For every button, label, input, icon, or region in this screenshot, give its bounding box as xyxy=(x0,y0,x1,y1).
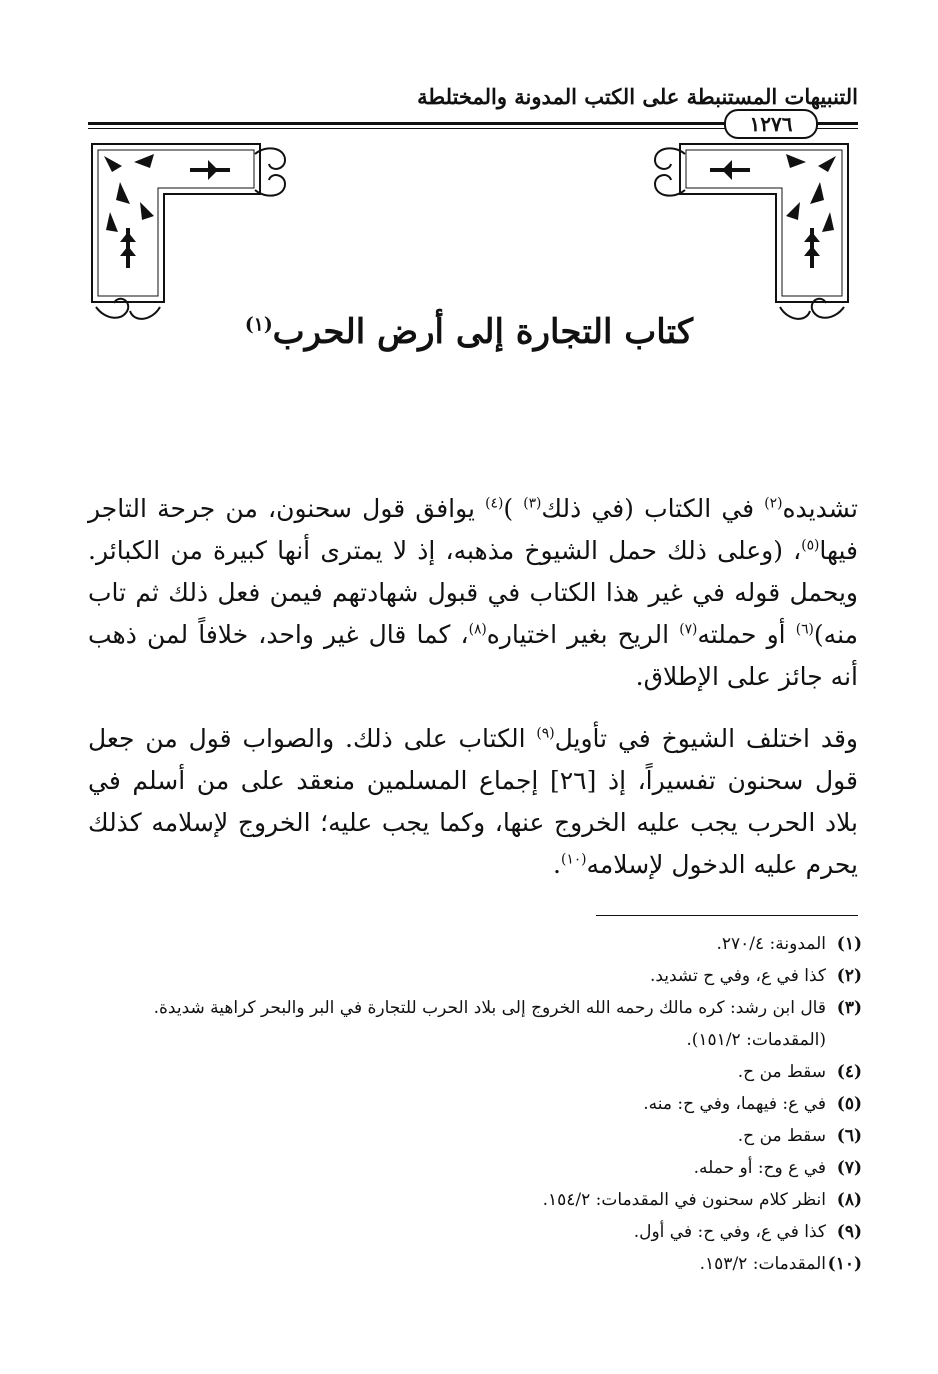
text-run: ، (وعلى ذلك حمل الشيوخ مذهبه، إذ لا يمترى أنها كبيرة من الكبائر. ويحمل قوله في غير هذا الكتاب في قبول شهادتهم فيمن فعل ذلك ثم تاب منه) xyxy=(88,536,858,649)
footnote-text: قال ابن رشد: كره مالك رحمه الله الخروج إلى بلاد الحرب للتجارة في البر والبحر كراهية شديدة. (المقدمات: ١٥١/٢). xyxy=(153,998,826,1050)
text-run: وقد اختلف الشيوخ في تأويل xyxy=(554,724,858,753)
footnote-number: (٣) xyxy=(836,998,862,1018)
text-run: أو حملته xyxy=(697,620,796,649)
footnote-text: كذا في ع، وفي ح تشديد. xyxy=(649,966,826,986)
text-run: ، كما قال غير واحد، خلافاً لمن ذهب أنه جائز على الإطلاق. xyxy=(88,620,858,691)
chapter-title xyxy=(190,308,748,356)
footnote-text: انظر كلام سحنون في المقدمات: ١٥٤/٢. xyxy=(542,1190,826,1210)
footnote-ref: (٥) xyxy=(801,537,820,554)
footnote-ref: (١٠) xyxy=(560,851,587,868)
footnote-item xyxy=(88,1056,862,1088)
footnote-number: (٩) xyxy=(836,1222,862,1242)
footnote-text: سقط من ح. xyxy=(737,1062,826,1082)
footnote-item xyxy=(88,1120,862,1152)
footnotes xyxy=(88,928,862,1280)
footnote-number: (٤) xyxy=(836,1062,862,1082)
text-run: ) xyxy=(503,494,524,523)
footnote-item xyxy=(88,1088,862,1120)
body-text xyxy=(88,488,858,906)
footnote-text: كذا في ع، وفي ح: في أول. xyxy=(633,1222,826,1242)
chapter-title-text: كتاب التجارة إلى أرض الحرب xyxy=(272,312,694,352)
footnote-number: (١) xyxy=(836,934,862,954)
footnote-ref: (٦) xyxy=(795,621,814,638)
text-run: في الكتاب (في ذلك xyxy=(541,494,765,523)
footnote-ref: (٩) xyxy=(536,725,555,742)
footnote-number: (٦) xyxy=(836,1126,862,1146)
footnote-text: في ع وح: أو حمله. xyxy=(693,1158,826,1178)
footnote-item xyxy=(88,928,862,960)
footnote-item xyxy=(88,1152,862,1184)
footnote-text: سقط من ح. xyxy=(737,1126,826,1146)
chapter-title-footnote-ref: (١) xyxy=(244,313,273,336)
footnote-ref: (٧) xyxy=(679,621,698,638)
text-run: الريح بغير اختياره xyxy=(486,620,680,649)
text-run: . xyxy=(553,850,561,879)
footnote-text: المقدمات: ١٥٣/٢. xyxy=(699,1254,826,1274)
footnote-number: (١٠) xyxy=(827,1254,862,1274)
text-run: يوافق قول سحنون، من جرحة التاجر فيها xyxy=(88,494,858,565)
footnote-text: في ع: فيهما، وفي ح: منه. xyxy=(643,1094,826,1114)
footnote-ref: (٢) xyxy=(764,495,783,512)
footnote-number: (٧) xyxy=(836,1158,862,1178)
footnote-number: (٥) xyxy=(836,1094,862,1114)
footnote-number: (٨) xyxy=(836,1190,862,1210)
text-run: تشديده xyxy=(782,494,858,523)
footnote-item xyxy=(88,992,862,1056)
footnote-separator xyxy=(596,915,858,916)
footnote-item xyxy=(88,1216,862,1248)
footnote-text: المدونة: ٢٧٠/٤. xyxy=(716,934,826,954)
footnote-ref: (٣) xyxy=(523,495,542,512)
text-run: الكتاب على ذلك. والصواب قول من جعل قول سحنون تفسيراً، إذ [٢٦] إجماع المسلمين منعقد على من أسلم في بلاد الحرب يجب عليه الخروج عنها، وكما يجب عليه؛ الخروج لإسلامه كذلك يحرم عليه الدخول لإسلامه xyxy=(88,724,858,879)
footnote-ref: (٤) xyxy=(485,495,504,512)
footnote-item xyxy=(88,960,862,992)
footnote-item xyxy=(88,1184,862,1216)
footnote-number: (٢) xyxy=(836,966,862,986)
page-number: ١٢٧٦ xyxy=(724,109,818,139)
paragraph-1 xyxy=(88,488,858,698)
footnote-ref: (٨) xyxy=(468,621,487,638)
running-header: التنبيهات المستنبطة على الكتب المدونة والمختلطة xyxy=(417,84,858,109)
footnote-item xyxy=(88,1248,862,1280)
paragraph-2 xyxy=(88,718,858,886)
